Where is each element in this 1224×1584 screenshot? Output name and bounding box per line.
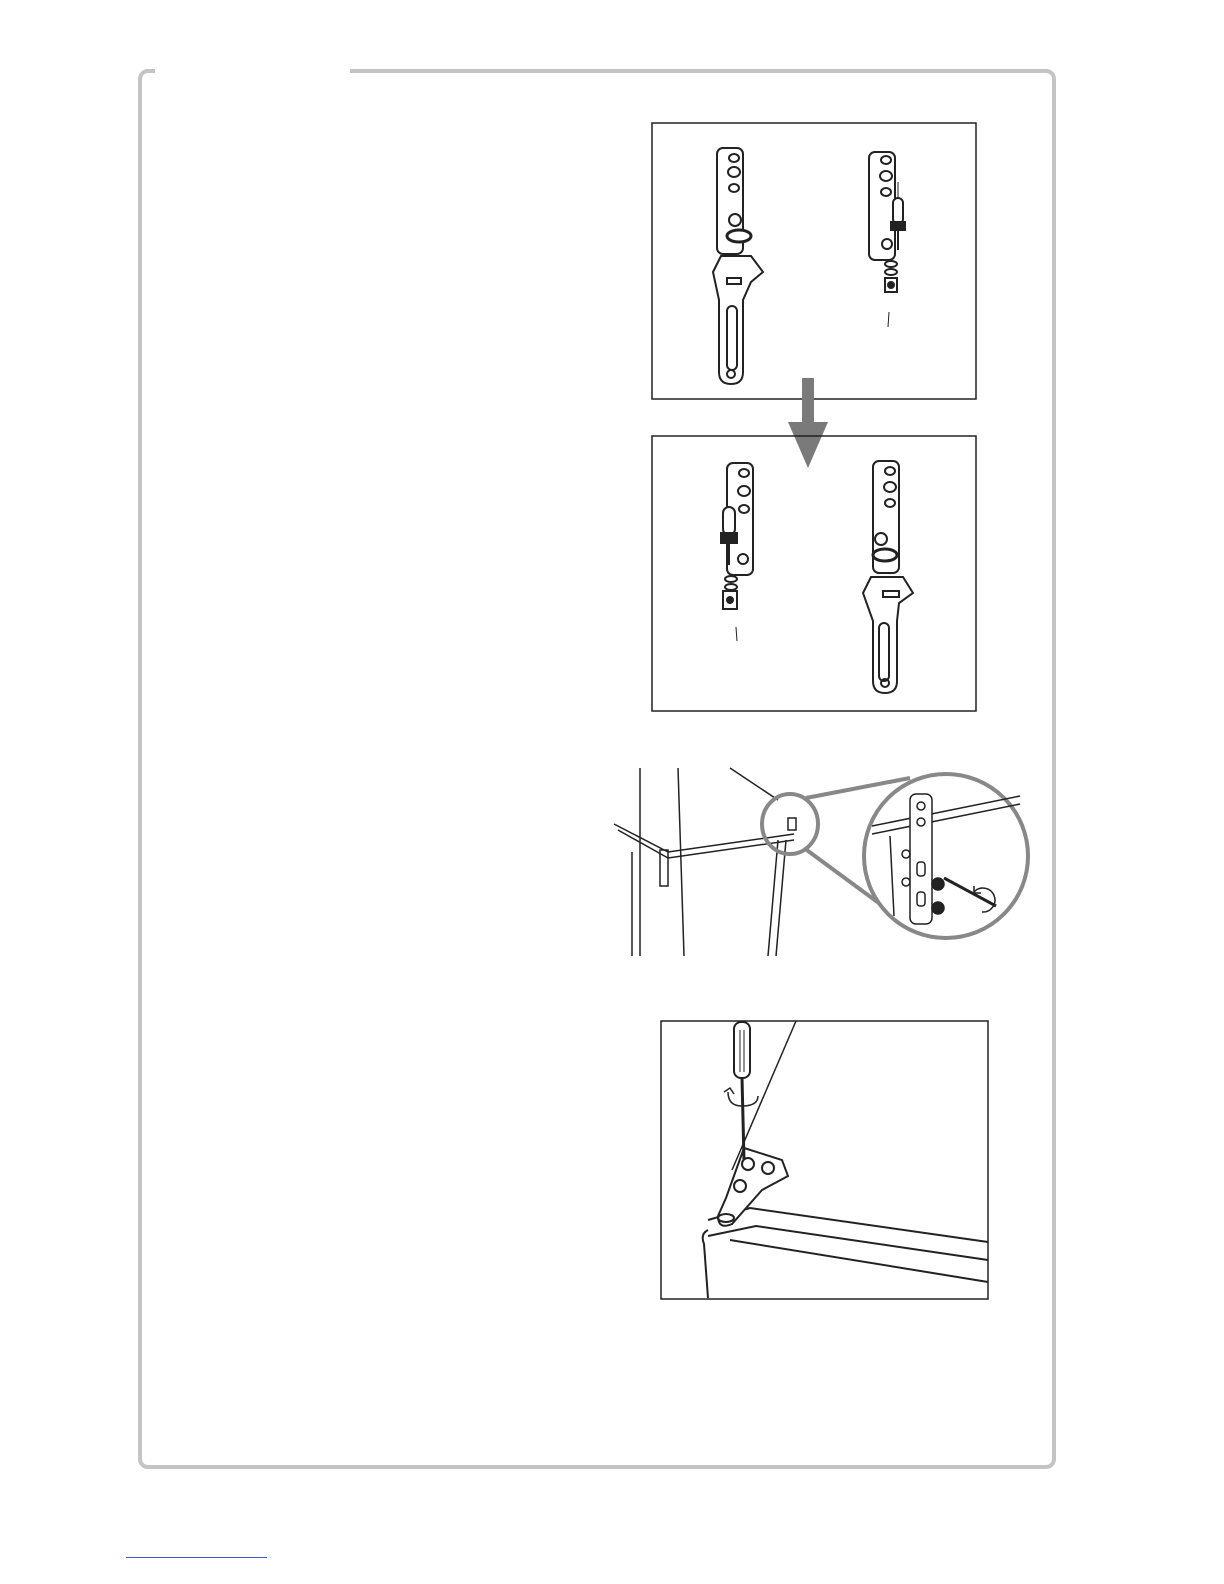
figure-cabinet-hinge-detail xyxy=(610,766,1032,958)
screwdriver-icon xyxy=(734,1022,750,1160)
hinge-bracket-icon xyxy=(869,152,895,260)
washer-icon xyxy=(885,261,897,275)
frame-header-gap xyxy=(155,66,350,76)
figure-hinge-pin-remove xyxy=(651,122,977,400)
figure-top-hinge-screw xyxy=(660,1020,989,1300)
hinge-plate-icon xyxy=(718,1148,788,1226)
nut-icon xyxy=(723,576,737,641)
cabinet-icon xyxy=(614,768,796,956)
footer-rule xyxy=(126,1557,267,1558)
nut-icon xyxy=(885,278,897,327)
magnifier-callout-icon xyxy=(762,774,1028,938)
figure-hinge-pin-reinstall xyxy=(651,435,977,712)
